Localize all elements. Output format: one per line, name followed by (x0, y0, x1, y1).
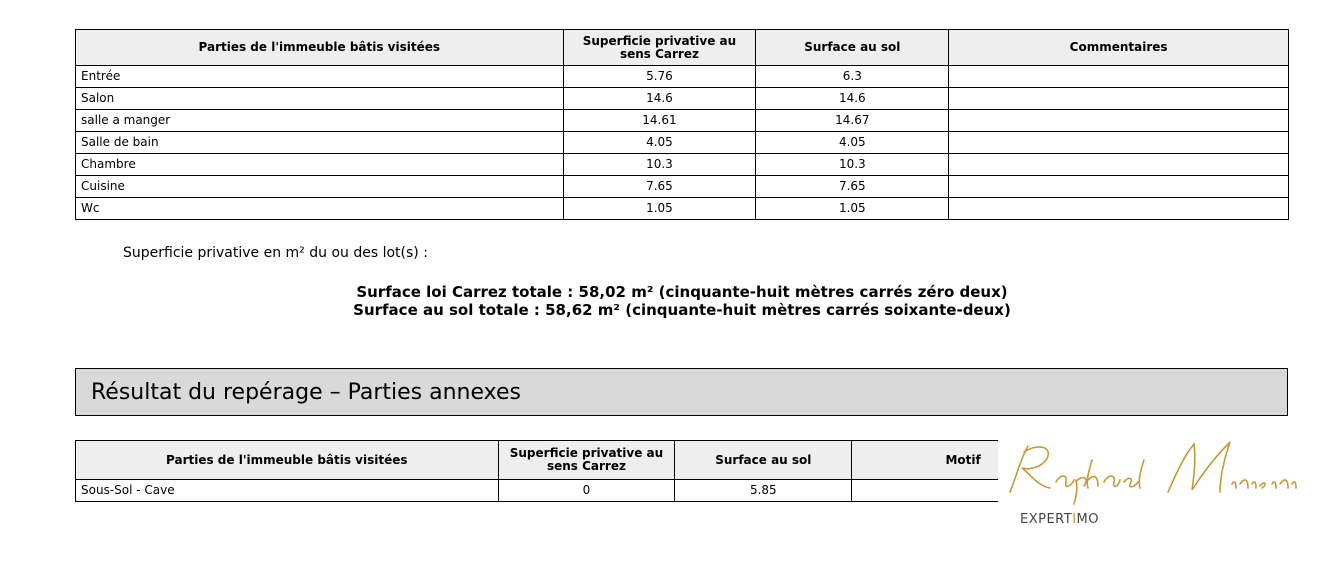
signature-graphic (998, 430, 1303, 510)
logo-brand-text (1020, 512, 1099, 527)
carrez-value: 10.3 (563, 154, 756, 176)
annex-surface-table (75, 440, 1075, 502)
carrez-value: 4.05 (563, 132, 756, 154)
total-carrez: Surface loi Carrez totale : 58,02 m² (cinquante-huit mètres carrés zéro deux) (356, 283, 1008, 301)
header-carrez: Superficie privative au sens Carrez (563, 30, 756, 66)
table-header-row (76, 30, 1289, 66)
header-carrez: Superficie privative au sens Carrez (498, 441, 675, 480)
comment-cell (949, 110, 1289, 132)
table-row (76, 480, 1075, 502)
carrez-value: 5.76 (563, 66, 756, 88)
room-name: Salon (76, 88, 564, 110)
carrez-value: 0 (498, 480, 675, 502)
header-commentaires: Commentaires (949, 30, 1289, 66)
comment-cell (949, 176, 1289, 198)
sol-value: 7.65 (756, 176, 949, 198)
carrez-value: 7.65 (563, 176, 756, 198)
sol-value: 10.3 (756, 154, 949, 176)
sol-value: 5.85 (675, 480, 852, 502)
room-name: Entrée (76, 66, 564, 88)
comment-cell (949, 132, 1289, 154)
room-name: Cuisine (76, 176, 564, 198)
header-sol: Surface au sol (675, 441, 852, 480)
expertimo-logo (998, 430, 1303, 534)
comment-cell (949, 66, 1289, 88)
sol-value: 4.05 (756, 132, 949, 154)
sol-value: 1.05 (756, 198, 949, 220)
table-row (76, 88, 1289, 110)
superficie-label: Superficie privative en m² du ou des lot(s) : (123, 245, 428, 261)
sol-value: 6.3 (756, 66, 949, 88)
annex-section-title: Résultat du repérage – Parties annexes (91, 380, 521, 405)
header-parties: Parties de l'immeuble bâtis visitées (76, 30, 564, 66)
room-name: Salle de bain (76, 132, 564, 154)
header-parties: Parties de l'immeuble bâtis visitées (76, 441, 499, 480)
table-header-row (76, 441, 1075, 480)
table-row (76, 176, 1289, 198)
table-row (76, 66, 1289, 88)
totals-block (75, 283, 1289, 319)
sol-value: 14.6 (756, 88, 949, 110)
room-name: Sous-Sol - Cave (76, 480, 499, 502)
room-name: Chambre (76, 154, 564, 176)
room-name: salle a manger (76, 110, 564, 132)
annex-section-header (75, 368, 1288, 416)
comment-cell (949, 154, 1289, 176)
table-row (76, 132, 1289, 154)
rooms-surface-table (75, 29, 1289, 220)
brand-post: MO (1076, 512, 1099, 527)
header-sol: Surface au sol (756, 30, 949, 66)
table-row (76, 110, 1289, 132)
room-name: Wc (76, 198, 564, 220)
table-row (76, 198, 1289, 220)
table-row (76, 154, 1289, 176)
header-motif: Motif (852, 441, 1075, 480)
comment-cell (949, 198, 1289, 220)
carrez-value: 14.61 (563, 110, 756, 132)
total-sol: Surface au sol totale : 58,62 m² (cinquante-huit mètres carrés soixante-deux) (353, 301, 1011, 319)
comment-cell (949, 88, 1289, 110)
carrez-value: 1.05 (563, 198, 756, 220)
brand-mark: I (1072, 512, 1077, 527)
carrez-value: 14.6 (563, 88, 756, 110)
brand-pre: EXPERT (1020, 512, 1073, 527)
sol-value: 14.67 (756, 110, 949, 132)
